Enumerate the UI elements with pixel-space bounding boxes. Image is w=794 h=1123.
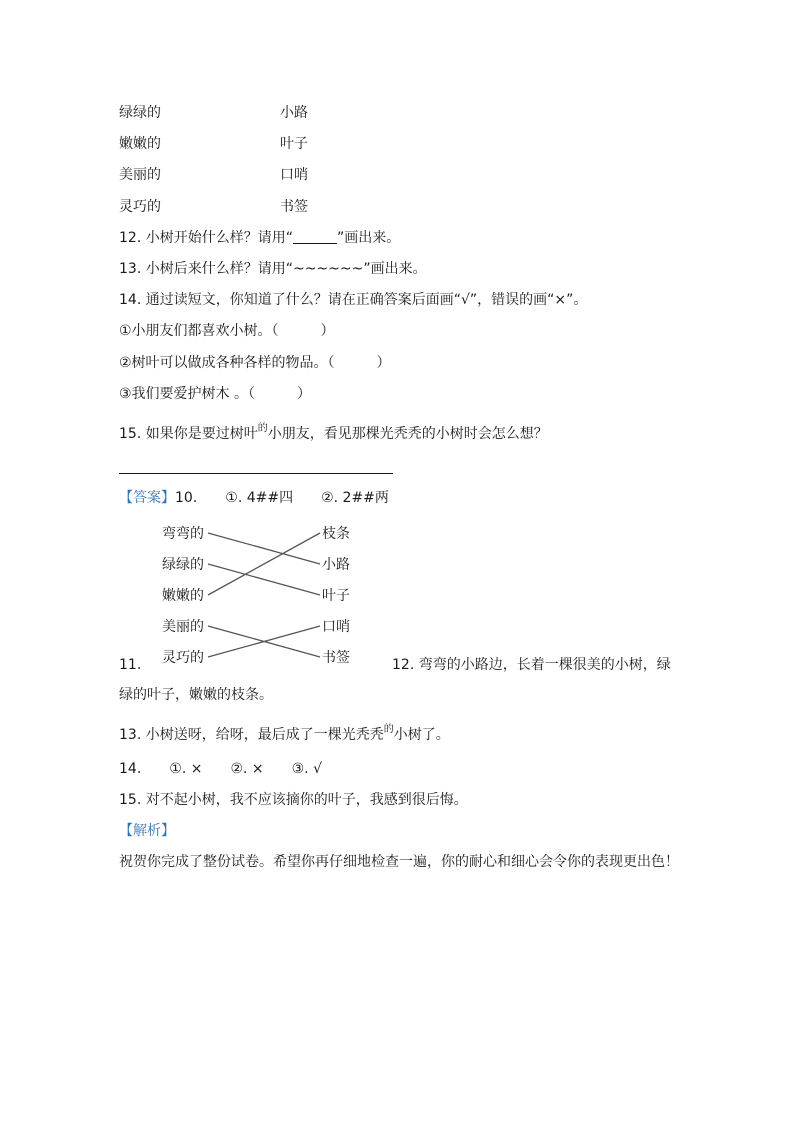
q12-text-pre: 12. 小树开始什么样？请用“: [119, 230, 293, 246]
question-12: [119, 229, 400, 247]
answer-match-right-4: 口哨: [322, 619, 350, 635]
answer-10: [119, 489, 389, 507]
answer-12-line-2: 绿的叶子，嫩嫩的枝条。: [119, 687, 273, 703]
analysis-tag: 【解析】: [119, 823, 175, 839]
match-right-3: 口哨: [280, 167, 308, 183]
match-right-4: 书签: [280, 199, 308, 215]
q12-text-post: ”画出来。: [336, 230, 401, 246]
answer-match-left-2: 绿绿的: [162, 557, 204, 573]
match-right-2: 叶子: [280, 136, 308, 152]
question-14-item-1: ①小朋友们都喜欢小树。（ ）: [119, 323, 335, 339]
answer-match-right-3: 叶子: [322, 588, 350, 604]
answer-11-number: 11.: [119, 657, 142, 673]
answer-match-right-5: 书签: [322, 650, 350, 666]
answer-tag: 【答案】: [119, 490, 175, 506]
answer-15: 15. 对不起小树，我不应该摘你的叶子，我感到很后悔。: [119, 792, 468, 808]
answer-10-text: 10. ①. 4##四 ②. 2##两: [175, 490, 389, 506]
wavy-mark: ~~~~~~: [292, 261, 364, 277]
answer-match-left-3: 嫩嫩的: [162, 588, 204, 604]
answer-14: 14. ①. × ②. × ③. √: [119, 761, 322, 777]
match-right-1: 小路: [280, 105, 308, 121]
question-14-item-3: ③我们要爱护树木 。（ ）: [119, 386, 312, 402]
answer-match-right-2: 小路: [322, 557, 350, 573]
analysis-text: 祝贺你完成了整份试卷。希望你再仔细地检查一遍，你的耐心和细心会令你的表现更出色！: [119, 854, 679, 870]
q15-text-pre: 15. 如果你是要过树叶: [119, 426, 258, 442]
answer-line: [119, 473, 393, 474]
q15-sup: 的: [257, 423, 268, 434]
question-13: [119, 260, 427, 278]
answer-13-sup: 的: [383, 724, 394, 735]
underline-mark: [293, 231, 337, 244]
answer-match-left-1: 弯弯的: [162, 526, 204, 542]
answer-12-line-1: 12. 弯弯的小路边，长着一棵很美的小树，绿: [392, 657, 671, 673]
match-left-3: 美丽的: [119, 167, 161, 183]
q13-text-pre: 13. 小树后来什么样？请用“: [119, 261, 293, 277]
question-14-prompt: 14. 通过读短文，你知道了什么？请在正确答案后面画“√”，错误的画“×”。: [119, 292, 588, 308]
match-connector-line-1: [208, 533, 320, 564]
match-left-2: 嫩嫩的: [119, 136, 161, 152]
q13-text-post: ”画出来。: [363, 261, 427, 277]
answer-matching-diagram: [150, 516, 370, 674]
match-connector-line-3: [208, 533, 320, 595]
answer-match-left-4: 美丽的: [162, 619, 204, 635]
answer-13-pre: 13. 小树送呀，给呀，最后成了一棵光秃秃: [119, 727, 384, 743]
match-connector-line-2: [208, 564, 320, 595]
answer-match-left-5: 灵巧的: [162, 650, 204, 666]
question-14-item-2: ②树叶可以做成各种各样的物品。（ ）: [119, 355, 391, 371]
answer-13: [119, 726, 450, 746]
answer-match-right-1: 枝条: [322, 526, 350, 542]
q15-text-post: 小朋友，看见那棵光秃秃的小树时会怎么想？: [267, 426, 548, 442]
match-left-4: 灵巧的: [119, 199, 161, 215]
question-15: [119, 425, 548, 445]
answer-13-post: 小树了。: [393, 727, 450, 743]
match-left-1: 绿绿的: [119, 105, 161, 121]
